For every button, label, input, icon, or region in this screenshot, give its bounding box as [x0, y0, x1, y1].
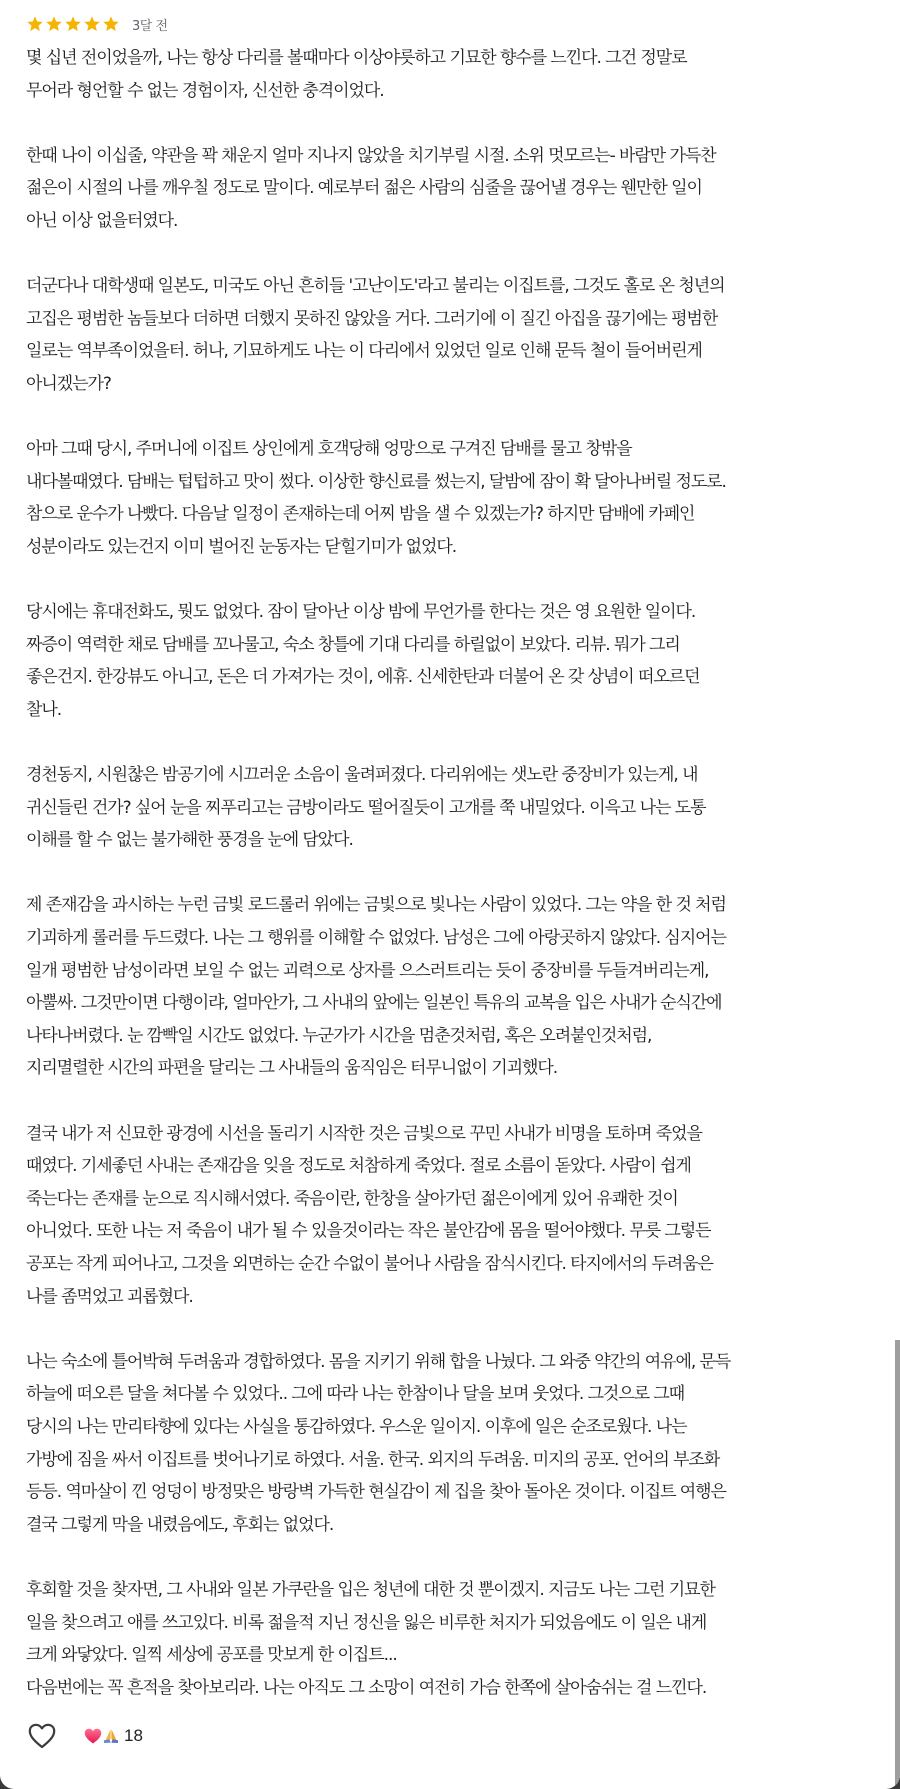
- red-heart-emoji-icon: [84, 1728, 102, 1744]
- review-paragraph: [26, 759, 876, 857]
- review-paragraph: [26, 1574, 876, 1704]
- review-line: 공포는 작게 피어나고, 그것을 외면하는 순간 수없이 불어나 사람을 잠식시킨다. 타지에서의 두려움은: [26, 1253, 713, 1274]
- review-paragraph: [26, 596, 876, 726]
- reactions-summary[interactable]: [84, 1726, 143, 1746]
- review-line: 찰나.: [26, 699, 62, 720]
- review-time: 3달 전: [132, 18, 168, 34]
- review-paragraph: [26, 140, 876, 238]
- review-line: 등등. 역마살이 낀 엉덩이 방정맞은 방랑벽 가득한 현실감이 제 집을 찾아 돌아온 것이다. 이집트 여행은: [26, 1482, 726, 1503]
- review-line: 성분이라도 있는건지 이미 벌어진 눈동자는 닫힐기미가 없었다.: [26, 536, 457, 557]
- star-icon: [102, 15, 120, 33]
- star-icon: [26, 15, 44, 33]
- review-line: 일을 찾으려고 애를 쓰고있다. 비록 젊을적 지닌 정신을 잃은 비루한 처지가 되었음에도 이 일은 내게: [26, 1612, 707, 1633]
- heart-outline-icon: [28, 1723, 56, 1749]
- review-line: 가방에 짐을 싸서 이집트를 벗어나기로 하였다. 서울. 한국. 외지의 두려움. 미지의 공포. 언어의 부조화: [26, 1449, 720, 1470]
- star-icon: [64, 15, 82, 33]
- review-paragraph: [26, 42, 876, 107]
- review-body: [26, 42, 876, 1704]
- review-line: 지리멸렬한 시간의 파편을 달리는 그 사내들의 움직임은 터무니없이 기괴했다.: [26, 1058, 558, 1079]
- review-footer: [26, 1720, 143, 1752]
- review-line: 나타나버렸다. 눈 깜빡일 시간도 없었다. 누군가가 시간을 멈춘것처럼, 혹은 오려붙인것처럼,: [26, 1025, 652, 1046]
- review-line: 무어라 형언할 수 없는 경험이자, 신선한 충격이었다.: [26, 80, 384, 101]
- review-line: 당시의 나는 만리타향에 있다는 사실을 통감하였다. 우스운 일이지. 이후에 일은 순조로웠다. 나는: [26, 1416, 687, 1437]
- review-line: 일개 평범한 남성이라면 보일 수 없는 괴력으로 상자를 으스러트리는 듯이 중장비를 두들겨버리는게,: [26, 960, 709, 981]
- folded-hands-emoji-icon: [102, 1728, 120, 1744]
- review-line: 아마 그때 당시, 주머니에 이집트 상인에게 호객당해 엉망으로 구겨진 담배를 물고 창밖을: [26, 439, 632, 460]
- review-line: 아니었다. 또한 나는 저 죽음이 내가 될 수 있을것이라는 작은 불안감에 몸을 떨어야했다. 무릇 그렇든: [26, 1221, 711, 1242]
- review-line: 경천동지, 시원찮은 밤공기에 시끄러운 소음이 울려퍼졌다. 다리위에는 샛노란 중장비가 있는게, 내: [26, 765, 698, 786]
- review-line: 나는 숙소에 틀어박혀 두려움과 경합하였다. 몸을 지키기 위해 합을 나눴다. 그 와중 약간의 여유에, 문득: [26, 1351, 731, 1372]
- review-line: 후회할 것을 찾자면, 그 사내와 일본 가쿠란을 입은 청년에 대한 것 뿐이겠지. 지금도 나는 그런 기묘한: [26, 1579, 715, 1600]
- review-line: 아니겠는가?: [26, 373, 111, 394]
- review-paragraph: [26, 270, 876, 400]
- review-line: 아닌 이상 없을터였다.: [26, 210, 178, 231]
- review-line: 다음번에는 꼭 흔적을 찾아보리라. 나는 아직도 그 소망이 여전히 가슴 한쪽에 살아숨쉬는 걸 느낀다.: [26, 1677, 707, 1698]
- review-line: 기괴하게 롤러를 두드렸다. 나는 그 행위를 이해할 수 없었다. 남성은 그에 아랑곳하지 않았다. 심지어는: [26, 928, 726, 949]
- review-line: 몇 십년 전이었을까, 나는 항상 다리를 볼때마다 이상야릇하고 기묘한 향수를 느낀다. 그건 정말로: [26, 48, 687, 68]
- review-line: 당시에는 휴대전화도, 뭣도 없었다. 잠이 달아난 이상 밤에 무언가를 한다는 것은 영 요원한 일이다.: [26, 602, 696, 623]
- review-line: 하늘에 떠오른 달을 쳐다볼 수 있었다.. 그에 따라 나는 한참이나 달을 보며 웃었다. 그것으로 그때: [26, 1384, 685, 1405]
- review-line: 한때 나이 이십줄, 약관을 꽉 채운지 얼마 지나지 않았을 치기부릴 시절. 소위 멋모르는- 바람만 가득찬: [26, 145, 716, 166]
- review-line: 나를 좀먹었고 괴롭혔다.: [26, 1286, 193, 1307]
- like-button[interactable]: [26, 1720, 58, 1752]
- review-line: 짜증이 역력한 채로 담배를 꼬나물고, 숙소 창틀에 기대 다리를 하릴없이 보았다. 리뷰. 뭐가 그리: [26, 634, 680, 655]
- review-line: 결국 내가 저 신묘한 광경에 시선을 돌리기 시작한 것은 금빛으로 꾸민 사내가 비명을 토하며 죽었을: [26, 1123, 702, 1144]
- review-line: 일로는 역부족이었을터. 허나, 기묘하게도 나는 이 다리에서 있었던 일로 인해 문득 철이 들어버린게: [26, 341, 702, 362]
- review-line: 이해를 할 수 없는 불가해한 풍경을 눈에 담았다.: [26, 830, 353, 851]
- review-paragraph: [26, 1118, 876, 1314]
- review-line: 내다볼때였다. 담배는 텁텁하고 맛이 썼다. 이상한 향신료를 썼는지, 달밤에 잠이 확 달아나버릴 정도로.: [26, 471, 726, 492]
- scrollbar[interactable]: [895, 1340, 900, 1789]
- review-line: 좋은건지. 한강뷰도 아니고, 돈은 더 가져가는 것이, 에휴. 신세한탄과 더불어 온 갖 상념이 떠오르던: [26, 667, 700, 688]
- review-line: 고집은 평범한 놈들보다 더하면 더했지 못하진 않았을 거다. 그러기에 이 질긴 아집을 끊기에는 평범한: [26, 308, 718, 329]
- review-line: 결국 그렇게 막을 내렸음에도, 후회는 없었다.: [26, 1514, 334, 1535]
- star-icon: [45, 15, 63, 33]
- review-line: 참으로 운수가 나빴다. 다음날 일정이 존재하는데 어찌 밤을 샐 수 있겠는가? 하지만 담배에 카페인: [26, 504, 695, 525]
- review-header: [26, 12, 168, 36]
- review-line: 크게 와닿았다. 일찍 세상에 공포를 맛보게 한 이집트...: [26, 1645, 397, 1666]
- review-paragraph: [26, 889, 876, 1085]
- review-paragraph: [26, 433, 876, 563]
- star-icon: [83, 15, 101, 33]
- review-line: 아뿔싸. 그것만이면 다행이랴, 얼마안가, 그 사내의 앞에는 일본인 특유의 교복을 입은 사내가 순식간에: [26, 993, 722, 1014]
- review-line: 더군다나 대학생때 일본도, 미국도 아닌 흔히들 '고난이도'라고 불리는 이집트를, 그것도 홀로 온 청년의: [26, 276, 725, 297]
- reaction-count: 18: [124, 1726, 143, 1745]
- review-line: 제 존재감을 과시하는 누런 금빛 로드롤러 위에는 금빛으로 빛나는 사람이 있었다. 그는 약을 한 것 처럼: [26, 895, 726, 916]
- review-line: 때였다. 기세좋던 사내는 존재감을 잊을 정도로 처참하게 죽었다. 절로 소름이 돋았다. 사람이 쉽게: [26, 1156, 691, 1177]
- review-line: 귀신들린 건가? 싶어 눈을 찌푸리고는 금방이라도 떨어질듯이 고개를 쭉 내밀었다. 이윽고 나는 도통: [26, 797, 706, 818]
- review-line: 죽는다는 존재를 눈으로 직시해서였다. 죽음이란, 한창을 살아가던 젊은이에게 있어 유쾌한 것이: [26, 1188, 678, 1209]
- review-paragraph: [26, 1346, 876, 1542]
- review-line: 젊은이 시절의 나를 깨우칠 정도로 말이다. 예로부터 젊은 사람의 심줄을 끊어낼 경우는 웬만한 일이: [26, 178, 702, 199]
- star-rating: [26, 15, 120, 33]
